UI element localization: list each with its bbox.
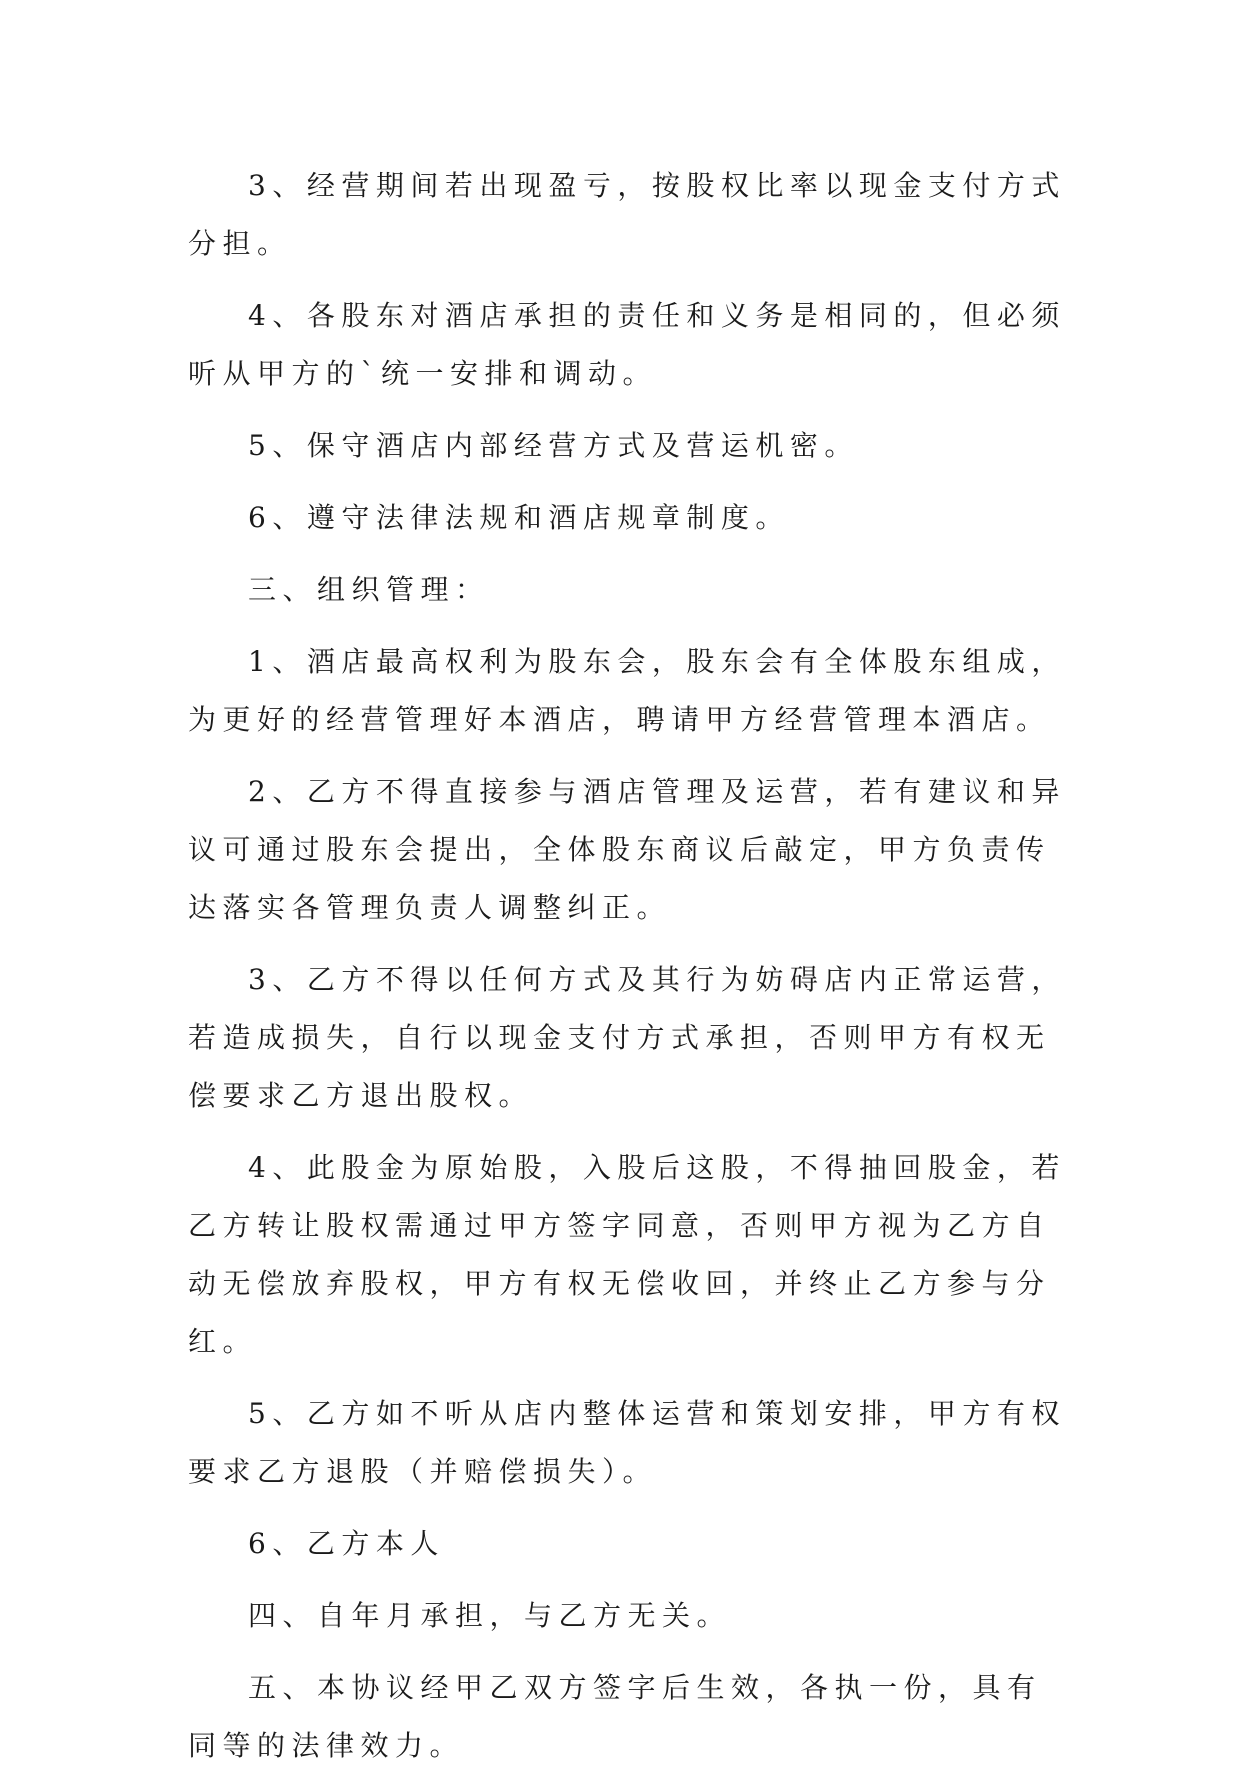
- section-heading-organization: 三、组织管理：: [248, 573, 490, 606]
- paragraph-confidentiality: 5、保守酒店内部经营方式及营运机密。: [248, 429, 859, 462]
- paragraph-compliance: 6、遵守法律法规和酒店规章制度。: [248, 501, 790, 534]
- document-body: [188, 157, 1068, 1789]
- section-heading-effect: 五、本协议经甲乙双方签字后生效，各执一份，具有同等的法律效力。: [188, 1671, 1042, 1762]
- paragraph-no-obstruction: 3、乙方不得以任何方式及其行为妨碍店内正常运营，若造成损失，自行以现金支付方式承担，否则甲方有权无偿要求乙方退出股权。: [188, 963, 1066, 1112]
- paragraph-party-b-self: 6、乙方本人: [248, 1527, 445, 1560]
- paragraph-withdrawal: 5、乙方如不听从店内整体运营和策划安排，甲方有权要求乙方退股（并赔偿损失）。: [188, 1397, 1066, 1488]
- paragraph-shareholder-meeting: 1、酒店最高权利为股东会，股东会有全体股东组成，为更好的经营管理好本酒店，聘请甲方经营管理本酒店。: [188, 645, 1066, 736]
- section-heading-liability: 四、自年月承担，与乙方无关。: [248, 1599, 732, 1632]
- paragraph-profit-loss: 3、经营期间若出现盈亏，按股权比率以现金支付方式分担。: [188, 169, 1066, 260]
- paragraph-shareholder-duty: 4、各股东对酒店承担的责任和义务是相同的，但必须听从甲方的`统一安排和调动。: [188, 299, 1066, 390]
- paragraph-no-direct-management: 2、乙方不得直接参与酒店管理及运营，若有建议和异议可通过股东会提出，全体股东商议后敲定，甲方负责传达落实各管理负责人调整纠正。: [188, 775, 1066, 924]
- paragraph-original-shares: 4、此股金为原始股，入股后这股，不得抽回股金，若乙方转让股权需通过甲方签字同意，否则甲方视为乙方自动无偿放弃股权，甲方有权无偿收回，并终止乙方参与分红。: [188, 1151, 1066, 1358]
